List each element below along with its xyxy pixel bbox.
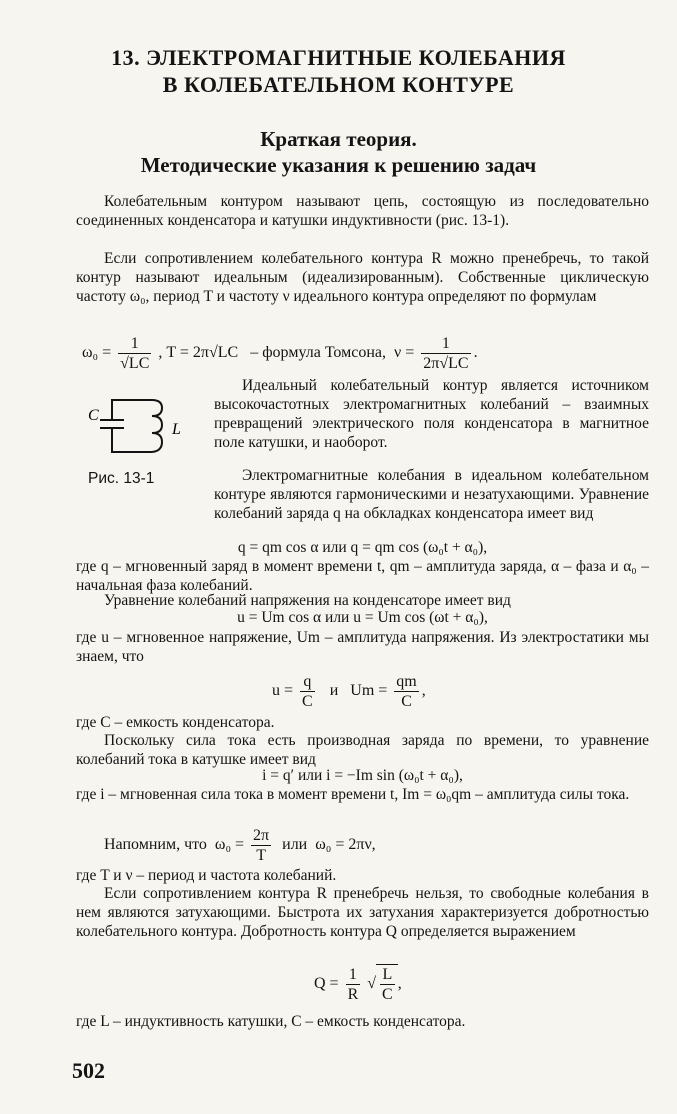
figure-caption: Рис. 13-1 [88, 470, 155, 487]
chapter-title-line-1: 13. ЭЛЕКТРОМАГНИТНЫЕ КОЛЕБАНИЯ [111, 45, 566, 70]
um-fraction [394, 672, 418, 711]
wire-top [112, 400, 152, 420]
sqrt-sign: √ [367, 975, 377, 993]
u-denominator: C [302, 693, 313, 710]
paragraph-oscillating-circuit: Колебательным контуром называют цепь, состоящую из последовательно соединенных конденсатора и катушки индуктивности (рис. 13-1). [76, 193, 649, 229]
reminder-formula [104, 826, 376, 865]
paragraph-ideal-circuit: Если сопротивлением колебательного контура R можно пренебречь, то такой контур называют идеальным (идеализированным). Собственные циклическую частоту ω₀, период T и частоту ν идеального контура определяют по формулам [76, 250, 649, 305]
inductor-coil [152, 400, 162, 452]
chapter-title-line-2: В КОЛЕБАТЕЛЬНОМ КОНТУРЕ [162, 72, 515, 97]
u-numerator: q [303, 673, 312, 690]
section-title [0, 126, 677, 178]
q-lhs: Q = [314, 975, 339, 993]
paragraph-damping: Если сопротивлением контура R пренебречь нельзя, то свободные колебания в нем являются затухающими. Быстрота их затухания характеризуется добротностью колебательного контура. Добротность контура Q определяется выражением [76, 885, 649, 940]
charge-equation: q = qm cos α или q = qm cos (ω₀t + α₀), [237, 539, 488, 556]
thomson-formula: ω₀ = $\frac{1}{√LC}$ , T = 2π√LC – формула Томсона, ν = $\frac{1}{2\pi√LC}$ . [82, 335, 478, 372]
section-title-line-1: Краткая теория. [260, 127, 417, 151]
paragraph-charge-definitions: где q – мгновенный заряд в момент времени t, qm – амплитуда заряда, α – фаза и α₀ – начальная фаза колебаний. [76, 558, 649, 594]
um-numerator: qm [396, 673, 417, 690]
paragraph-current-definitions: где i – мгновенная сила тока в момент времени t, Im = ω₀qm – амплитуда силы тока. [76, 786, 630, 803]
wire-bottom [112, 428, 152, 452]
chapter-title [0, 44, 677, 98]
l-over-c-denominator: C [382, 986, 393, 1003]
q-denominator: R [347, 986, 359, 1003]
sqrt-body [376, 964, 398, 1004]
reminder-prefix: Напомним, что [104, 836, 207, 854]
paragraph-voltage-intro: Уравнение колебаний напряжения на конденсаторе имеет вид [104, 592, 511, 609]
or-word: или [282, 836, 308, 854]
u-fraction [300, 672, 315, 711]
omega0-fraction [118, 334, 151, 373]
section-title-line-2: Методические указания к решению задач [140, 153, 537, 177]
omega0-period-fraction [251, 826, 271, 865]
paragraph-ideal-source: Идеальный колебательный контур является источником высокочастотных электромагнитных колебаний – взаимных превращений электрического поля конденсатора в магнитное поле катушки, и наоборот. [214, 377, 649, 451]
um-denominator: C [394, 691, 418, 711]
omega0-period-denominator: T [251, 845, 271, 865]
q-numerator: 1 [348, 966, 357, 983]
um-lhs: Um = [350, 682, 388, 700]
q-fraction [346, 965, 361, 1004]
omega0-nu-formula: ω₀ = 2πν, [315, 836, 376, 854]
capacitor-label: C [88, 407, 99, 424]
omega0-period-numerator: 2π [253, 827, 270, 844]
paragraph-voltage-definitions: где u – мгновенное напряжение, Um – амплитуда напряжения. Из электростатики мы знаем, что [76, 629, 649, 665]
thomson-label: – формула Томсона, [250, 344, 386, 362]
omega0-lhs-2: ω₀ = [214, 836, 245, 854]
page-number: 502 [72, 1058, 105, 1083]
nu-fraction [421, 334, 470, 373]
nu-denominator: 2π√LC [423, 355, 469, 372]
omega0-lhs: ω₀ = [82, 344, 112, 362]
omega0-numerator: 1 [130, 335, 139, 352]
quality-factor-formula: Q = $\frac{1}{R}$ √ $\frac{L}{C}$ , [314, 966, 402, 1003]
circuit-diagram [80, 390, 200, 470]
omega0-denominator: √LC [120, 355, 150, 372]
nu-numerator: 1 [441, 335, 450, 352]
voltage-equation: u = Um cos α или u = Um cos (ωt + α₀), [237, 609, 488, 626]
and-word: и [329, 682, 339, 700]
paragraph-capacitance: где C – емкость конденсатора. [76, 714, 275, 731]
l-over-c-fraction [380, 965, 395, 1004]
nu-lhs: ν = [393, 344, 415, 362]
period-formula: , T = 2π√LC [158, 344, 239, 362]
voltage-charge-formula: u = $\frac{q}{C}$ и Um = $\frac{qm}{C}$ , [272, 673, 426, 710]
l-over-c-numerator: L [382, 966, 393, 983]
u-lhs: u = [272, 682, 294, 700]
current-equation: i = q′ или i = −Im sin (ω₀t + α₀), [262, 767, 463, 784]
paragraph-period-frequency: где T и ν – период и частота колебаний. [76, 867, 337, 884]
paragraph-current-intro: Поскольку сила тока есть производная заряда по времени, то уравнение колебаний тока в катушке имеет вид [76, 732, 649, 768]
paragraph-harmonic: Электромагнитные колебания в идеальном колебательном контуре являются гармоническими и незатухающими. Уравнение колебаний заряда q на обкладках конденсатора имеет вид [214, 467, 649, 522]
paragraph-inductance: где L – индуктивность катушки, C – емкость конденсатора. [76, 1013, 466, 1030]
inductor-label: L [172, 421, 181, 438]
